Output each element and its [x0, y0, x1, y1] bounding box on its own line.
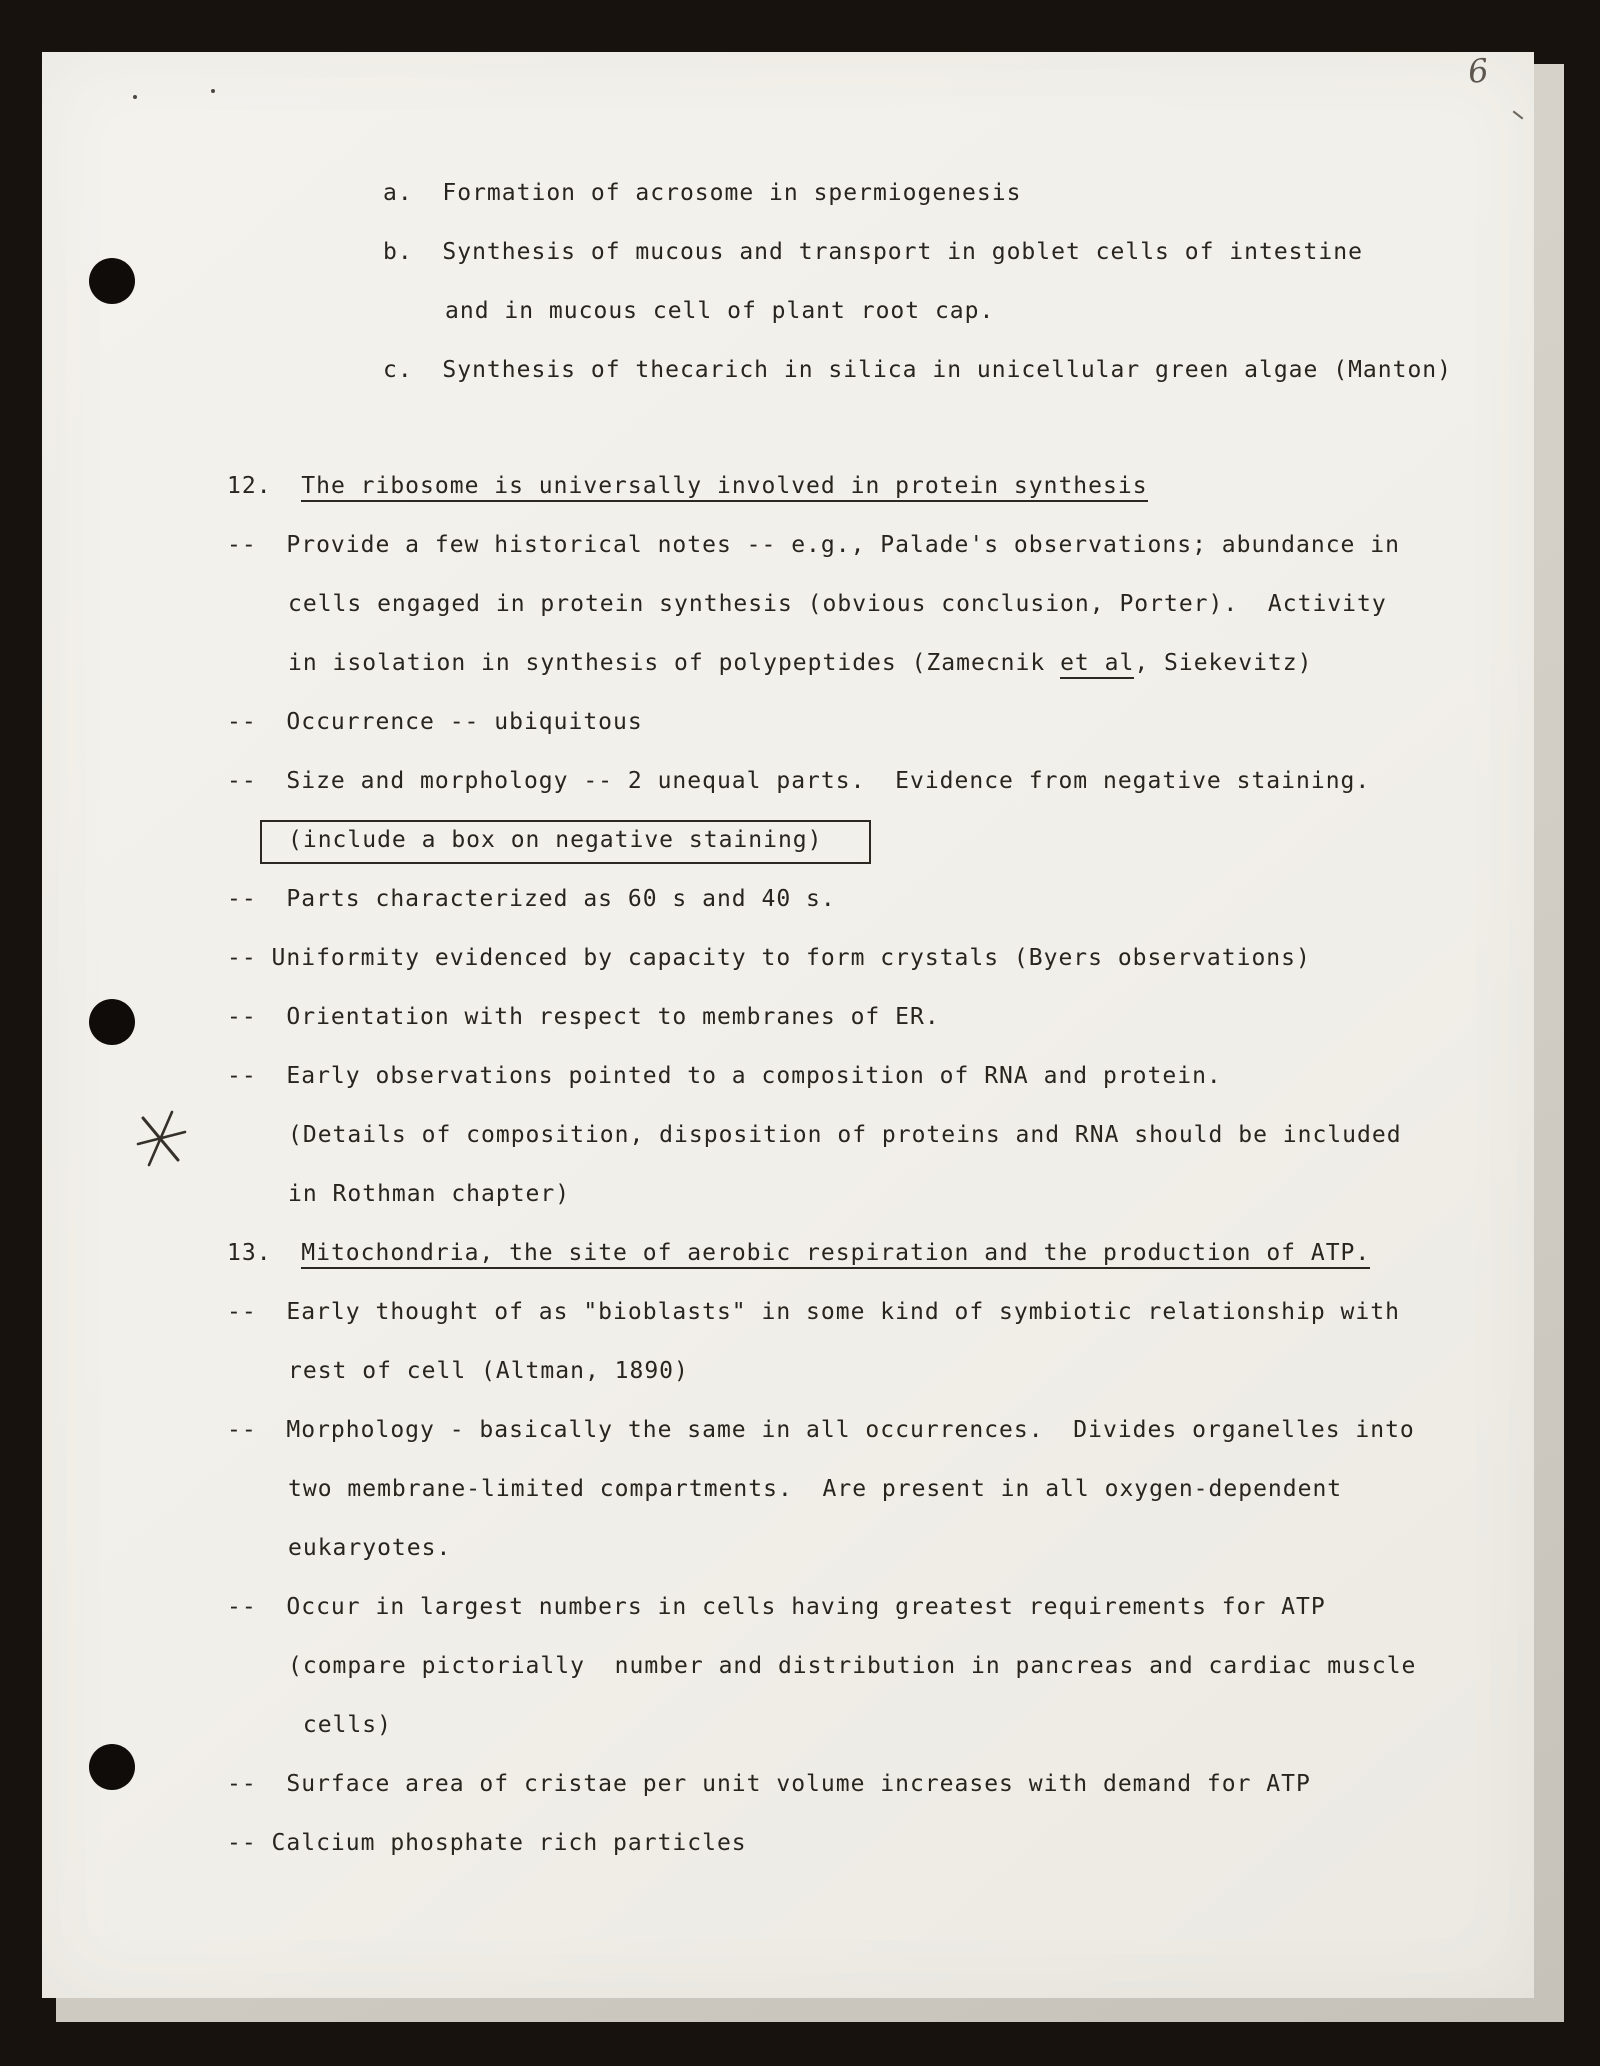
text-segment: -- Calcium phosphate rich particles [227, 1830, 747, 1856]
text-line [42, 1519, 1534, 1578]
text-segment: -- Orientation with respect to membranes of ER. [227, 1004, 940, 1030]
text-segment: (Details of composition, disposition of proteins and RNA should be included [288, 1122, 1402, 1148]
text-segment: cells engaged in protein synthesis (obvious conclusion, Porter). Activity [288, 591, 1387, 617]
text-line [42, 282, 1534, 341]
text-line [42, 223, 1534, 282]
text-line [42, 929, 1534, 988]
text-line [42, 693, 1534, 752]
punch-hole-top [89, 258, 135, 304]
text-line [42, 1224, 1534, 1283]
page-number-handwritten: 6 [1466, 51, 1491, 91]
text-segment: in Rothman chapter) [288, 1181, 571, 1207]
text-line [42, 1696, 1534, 1755]
paper-sheet [42, 52, 1534, 1998]
text-line [42, 575, 1534, 634]
text-segment: (include a box on negative staining) [288, 827, 823, 853]
text-line [42, 341, 1534, 400]
text-line [42, 1342, 1534, 1401]
text-line [42, 752, 1534, 811]
text-line [42, 457, 1534, 516]
text-segment: -- Early observations pointed to a composition of RNA and protein. [227, 1063, 1222, 1089]
text-segment: 13. [227, 1240, 302, 1266]
text-segment: a. Formation of acrosome in spermiogenesis [383, 180, 1022, 206]
text-line [42, 164, 1534, 223]
text-line [42, 1755, 1534, 1814]
text-segment: eukaryotes. [288, 1535, 452, 1561]
text-segment: 12. [227, 473, 302, 499]
text-segment: -- Size and morphology -- 2 unequal parts. Evidence from negative staining. [227, 768, 1371, 794]
punch-hole-bottom [89, 1744, 135, 1790]
text-line [42, 870, 1534, 929]
document-text [42, 52, 1534, 1873]
text-line [42, 1283, 1534, 1342]
text-line [42, 1460, 1534, 1519]
speck-mark [133, 95, 137, 99]
text-segment: c. Synthesis of thecarich in silica in unicellular green algae (Manton) [383, 357, 1452, 383]
text-segment: in isolation in synthesis of polypeptides (Zamecnik [288, 650, 1061, 676]
underlined-text: The ribosome is universally involved in protein synthesis [301, 473, 1147, 502]
text-segment: two membrane-limited compartments. Are present in all oxygen-dependent [288, 1476, 1343, 1502]
text-line [42, 1165, 1534, 1224]
text-segment: rest of cell (Altman, 1890) [288, 1358, 689, 1384]
text-segment: , Siekevitz) [1134, 650, 1313, 676]
text-line [42, 1578, 1534, 1637]
text-segment: -- Uniformity evidenced by capacity to form crystals (Byers observations) [227, 945, 1311, 971]
underlined-text: Mitochondria, the site of aerobic respiration and the production of ATP. [301, 1240, 1370, 1269]
text-segment: -- Occurrence -- ubiquitous [227, 709, 643, 735]
text-segment: -- Early thought of as "bioblasts" in some kind of symbiotic relationship with [227, 1299, 1400, 1325]
text-line [42, 811, 1534, 870]
underlined-text: et al [1060, 650, 1134, 679]
text-line [42, 1106, 1534, 1165]
text-segment: -- Morphology - basically the same in all occurrences. Divides organelles into [227, 1417, 1415, 1443]
text-segment: -- Parts characterized as 60 s and 40 s. [227, 886, 836, 912]
text-line [42, 1401, 1534, 1460]
text-segment: b. Synthesis of mucous and transport in goblet cells of intestine [383, 239, 1363, 265]
punch-hole-middle [89, 999, 135, 1045]
speck-mark [211, 89, 215, 93]
text-line [42, 1047, 1534, 1106]
text-line [42, 516, 1534, 575]
asterisk-mark [136, 1108, 188, 1172]
text-segment: cells) [288, 1712, 392, 1738]
text-line [42, 1814, 1534, 1873]
text-segment: -- Occur in largest numbers in cells having greatest requirements for ATP [227, 1594, 1326, 1620]
hand-drawn-box [260, 820, 871, 864]
text-line [42, 988, 1534, 1047]
text-segment: and in mucous cell of plant root cap. [445, 298, 995, 324]
text-segment: (compare pictorially number and distribution in pancreas and cardiac muscle [288, 1653, 1417, 1679]
text-line [42, 634, 1534, 693]
text-segment: -- Surface area of cristae per unit volume increases with demand for ATP [227, 1771, 1311, 1797]
text-line [42, 1637, 1534, 1696]
text-segment: -- Provide a few historical notes -- e.g., Palade's observations; abundance in [227, 532, 1400, 558]
